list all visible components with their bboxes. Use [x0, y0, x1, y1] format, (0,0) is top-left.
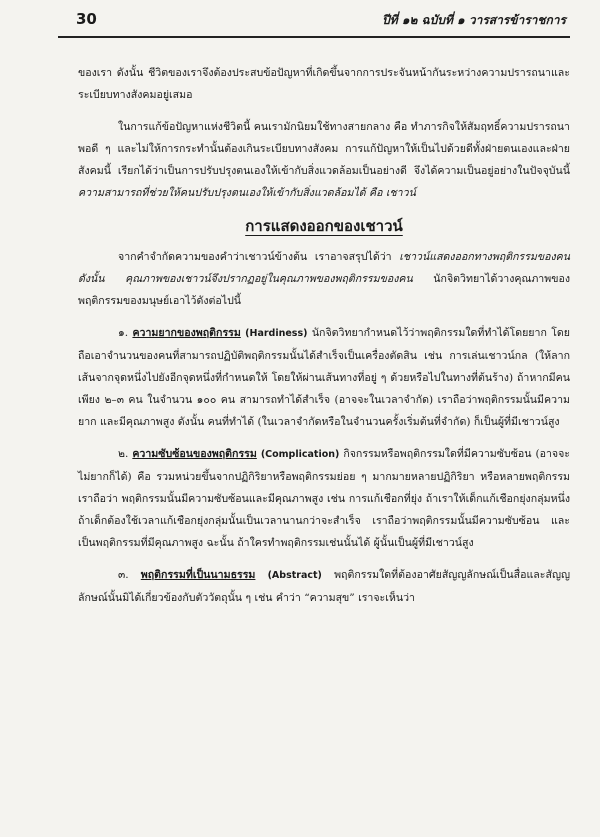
item-text: นักจิตวิทยากำหนดไว้ว่าพฤติกรรมใดที่ทำได้โดยยาก โดยถือเอาจำนวนของคนที่สามารถปฏิบัติพฤติกรรมนั้นได้สำเร็จเป็นเครื่องตัดสิน เช่น การเล่นเชาวน์กล (ให้ลากเส้นจากจุดหนึ่งไปยังอีกจุดหนึ่งที่กำหนดให้ โดยให้ผ่านเส้นทางที่อยู่ ๆ ด้วยหรือไปในทางที่ต้นร้าง) ถ้าหากมีคนเพียง ๒–๓ คน ในจำนวน ๑๐๐ คน สามารถทำได้สำเร็จ (อาจจะในเวลาจำกัด) เราถือว่าพฤติกรรมนั้นมีความยาก และมีคุณภาพสูง ดังนั้น คนที่ทำได้ (ในเวลาจำกัดหรือในจำนวนครั้งเริ่มต้นที่จำกัด) ก็เป็นผู้ที่มีเชาวน์สูง — [78, 327, 570, 428]
page-body — [78, 62, 570, 619]
item-number: ๓. — [118, 569, 129, 581]
paragraph-2 — [78, 116, 570, 204]
section-heading: การแสดงออกของเชาวน์ — [245, 217, 403, 235]
item-english-term: (Abstract) — [267, 570, 322, 581]
page-number: 30 — [76, 10, 97, 28]
section-intro-closing: นักจิตวิทยาได้วางคุณภาพของพฤติกรรมของมนุษย์เอาไว้ดังต่อไปนี้ — [78, 273, 571, 307]
list-item — [78, 443, 570, 554]
item-text: พฤติกรรมใดที่ต้องอาศัยสัญญลักษณ์เป็นสื่อและสัญญลักษณ์นั้นมิได้เกี่ยวข้องกับตัววัตถุนั้น ๆ เช่น คำว่า “ความสุข” เราจะเห็นว่า — [78, 569, 571, 604]
item-number: ๒. — [118, 448, 129, 460]
item-title: พฤติกรรมที่เป็นนามธรรม — [140, 569, 256, 581]
section-intro-text: จากคำจำกัดความของคำว่าเชาวน์ข้างต้น เราอาจสรุปได้ว่า — [118, 251, 392, 263]
item-english-term: (Hardiness) — [245, 328, 308, 339]
item-number: ๑. — [118, 327, 129, 339]
item-title: ความซับซ้อนของพฤติกรรม — [132, 448, 257, 460]
paragraph-2-text: ในการแก้ข้อปัญหาแห่งชีวิตนี้ คนเรามักนิยมใช้ทางสายกลาง คือ ทำภารกิจให้สัมฤทธิ์ความปรารถนาพอดี ๆ และไม่ให้การกระทำนั้นต้องเกินระเบียบทางสังคม การแก้ปัญหาให้เป็นไปด้วยดีทั้งฝ่ายตนเองและฝ่ายสังคมนี้ เรียกได้ว่าเป็นการปรับปรุงตนเองให้เข้ากับสิ่งแวดล้อมเป็นอย่างดี จึงได้ความเป็นอยู่อย่างในปัจจุบันนี้ — [78, 121, 570, 177]
list-item — [78, 564, 570, 609]
section-intro-emphasis: เชาวน์แสดงออกทางพฤติกรรมของคน ดังนั้น คุณภาพของเชาวน์จึงปรากฏอยู่ในคุณภาพของพฤติกรรมของคน — [78, 251, 570, 285]
paragraph-2-emphasis: ความสามารถที่ช่วยให้คนปรับปรุงตนเองให้เข้ากับสิ่งแวดล้อมได้ คือ เชาวน์ — [78, 187, 416, 199]
list-item — [78, 322, 570, 433]
item-text: กิจกรรมหรือพฤติกรรมใดที่มีความซับซ้อน (อาจจะไม่ยากก็ได้) คือ รวมหน่วยขึ้นจากปฏิกิริยาหรือพฤติกรรมย่อย ๆ มากมายหลายปฏิกิริยา หรือหลายพฤติกรรม เราถือว่า พฤติกรรมนั้นมีความซับซ้อนและมีคุณภาพสูง เช่น การแก้เชือกที่ยุ่ง ถ้าเราให้เด็กแก้เชือกยุ่งกลุ่มหนึ่ง ถ้าเด็กต้องใช้เวลาแก้เชือกยุ่งกลุ่มนั้นเป็นเวลานานกว่าจะสำเร็จ เราถือว่าพฤติกรรมนั้นมีความซับซ้อน และเป็นพฤติกรรมที่มีคุณภาพสูง ฉะนั้น ถ้าใครทำพฤติกรรมเช่นนั้นได้ ผู้นั้นเป็นผู้ที่มีเชาวน์สูง — [78, 448, 571, 549]
item-title: ความยากของพฤติกรรม — [132, 327, 241, 339]
running-title: ปีที่ ๑๒ ฉบับที่ ๑ วารสารข้าราชการ — [382, 13, 566, 27]
paragraph-1: ของเรา ดังนั้น ชีวิตของเราจึงต้องประสบข้อปัญหาที่เกิดขึ้นจากการประจันหน้ากันระหว่างความปรารถนาและระเบียบทางสังคมอยู่เสมอ — [78, 67, 570, 101]
item-english-term: (Complication) — [260, 449, 340, 460]
page-header — [58, 6, 570, 38]
section-intro — [78, 246, 570, 312]
